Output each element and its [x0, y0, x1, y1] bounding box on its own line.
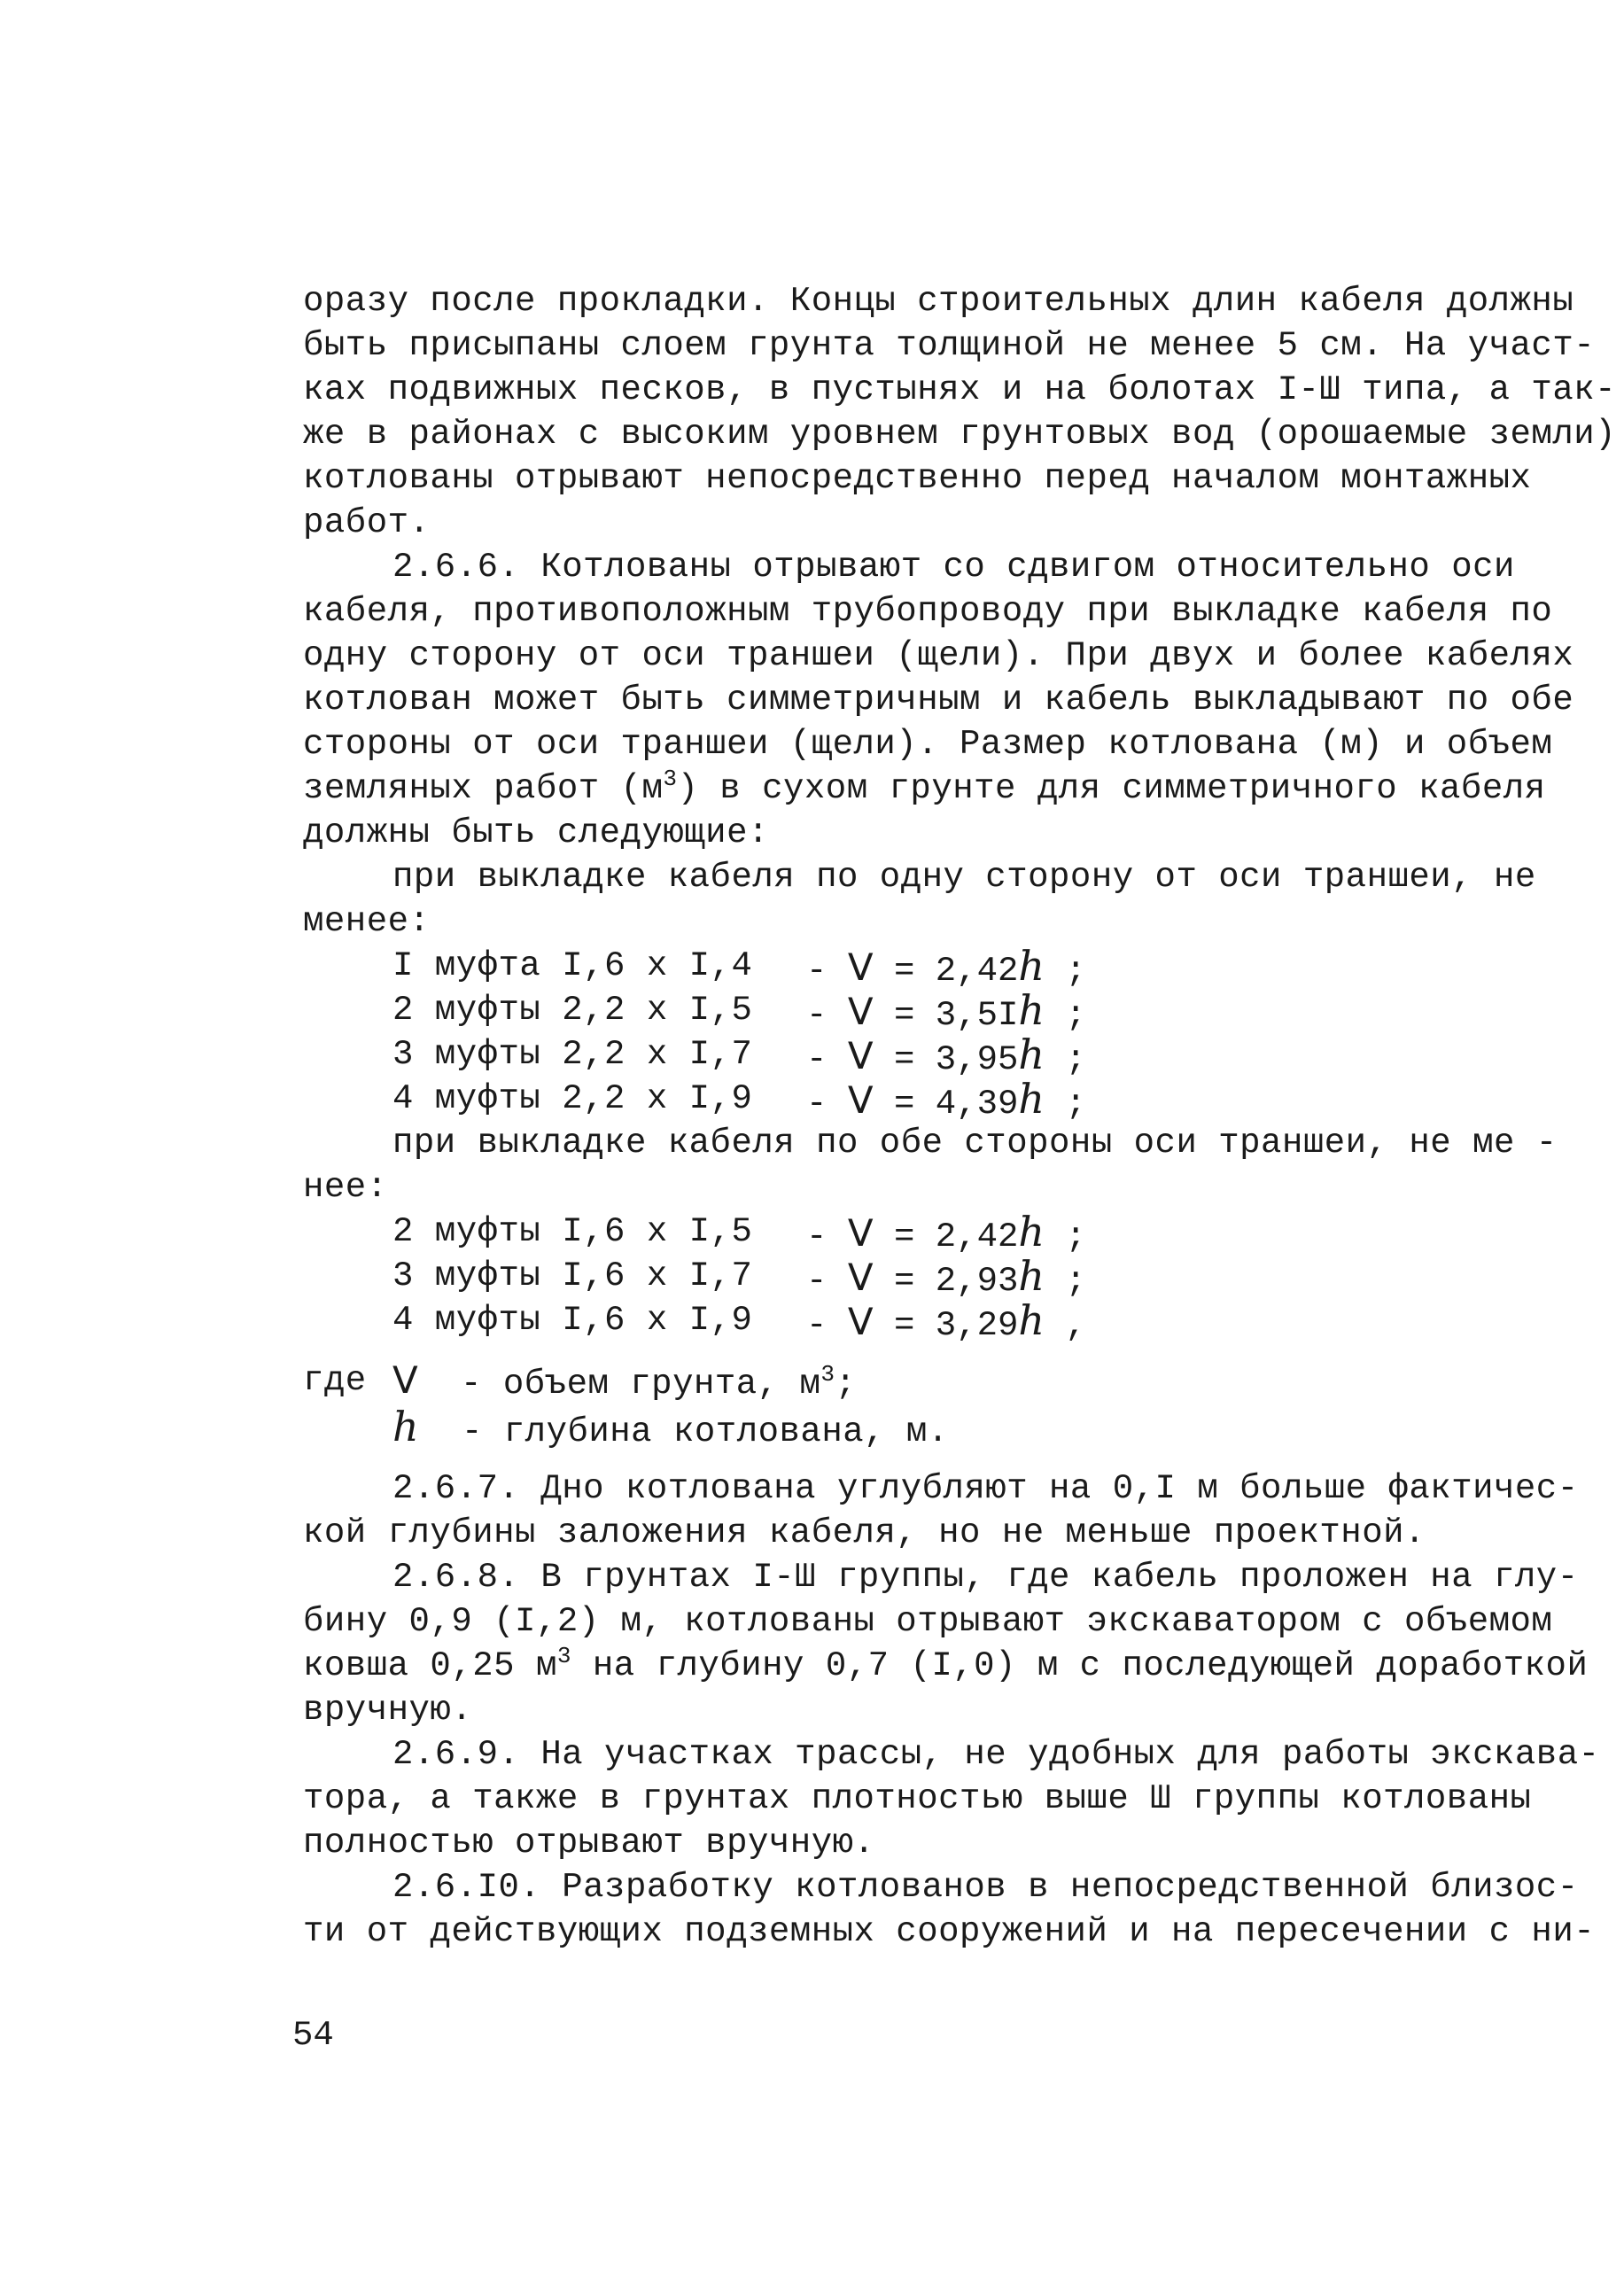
page-number: 54 [292, 2016, 334, 2055]
text-line: котлован может быть симметричным и кабель выкладывают по обе [303, 681, 1574, 719]
text-line: менее: [303, 902, 431, 941]
text-line: должны быть следующие: [303, 813, 769, 852]
text-line: при выкладке кабеля по одну сторону от оси траншеи, не [392, 858, 1536, 897]
text-line: работ. [303, 503, 431, 542]
text-line-with-superscript: земляных работ $(м^3)$ в сухом грунте для симметричного кабеля [303, 766, 1546, 808]
formula: - V = 2,42h ; [806, 942, 1086, 991]
formula: - V = 3,95h ; [806, 1031, 1086, 1079]
paragraph-2-6-8-start: 2.6.8. В грунтах I-Ш группы, где кабель проложен на глу- [392, 1558, 1579, 1597]
text-line-with-superscript: ковша 0,25 $м^3$ на глубину 0,7 (I,0) м с последующей доработкой [303, 1643, 1589, 1685]
text-line: оразу после прокладки. Концы строительных длин кабеля должны [303, 282, 1574, 321]
text-line: быть присыпаны слоем грунта толщиной не менее 5 см. На участ- [303, 326, 1596, 365]
list-item: 3 муфты 2,2 x I,7 [392, 1035, 753, 1074]
where-h-line: h - глубина котлована, м. [392, 1403, 949, 1451]
list-item: 3 муфты I,6 x I,7 [392, 1256, 753, 1295]
list-item: 4 муфты 2,2 x I,9 [392, 1079, 753, 1118]
text-line: кабеля, противоположным трубопроводу при выкладке кабеля по [303, 592, 1553, 631]
where-word: где [303, 1361, 367, 1400]
text-line: тора, а также в грунтах плотностью выше Ш группы котлованы [303, 1779, 1532, 1818]
text-line: ти от действующих подземных сооружений и на пересечении с ни- [303, 1912, 1596, 1951]
text-line: вручную. [303, 1691, 473, 1730]
text-line: котлованы отрывают непосредственно перед началом монтажных [303, 459, 1532, 498]
formula: - V = 3,5Ih ; [806, 986, 1086, 1035]
text-line: стороны от оси траншеи (щели). Размер котлована (м) и объем [303, 725, 1553, 764]
paragraph-2-6-10-start: 2.6.I0. Разработку котлованов в непосредственной близос- [392, 1868, 1579, 1907]
text-line: при выкладке кабеля по обе стороны оси траншеи, не ме - [392, 1124, 1558, 1163]
text-line: ках подвижных песков, в пустынях и на болотах I-Ш типа, а так- [303, 370, 1617, 409]
paragraph-2-6-9-start: 2.6.9. На участках трассы, не удобных для работы экскава- [392, 1735, 1600, 1774]
list-item: I муфта I,6 x I,4 [392, 946, 753, 985]
paragraph-2-6-6-start: 2.6.6. Котлованы отрывают со сдвигом относительно оси [392, 548, 1515, 587]
text-line: бину 0,9 (I,2) м, котлованы отрывают экскаватором с объемом [303, 1602, 1553, 1641]
formula: - V = 3,29h , [806, 1296, 1086, 1345]
list-item: 4 муфты I,6 x I,9 [392, 1301, 753, 1340]
where-v-line: V - объем грунта, $м^3$; [392, 1358, 857, 1404]
formula: - V = 4,39h ; [806, 1075, 1086, 1124]
formula: - V = 2,93h ; [806, 1252, 1086, 1301]
list-item: 2 муфты 2,2 x I,5 [392, 991, 753, 1030]
text-line: кой глубины заложения кабеля, но не меньше проектной. [303, 1513, 1426, 1552]
text-line: полностью отрывают вручную. [303, 1824, 875, 1863]
text-line: же в районах с высоким уровнем грунтовых вод (орошаемые земли) [303, 415, 1617, 454]
paragraph-2-6-7-start: 2.6.7. Дно котлована углубляют на 0,I м больше фактичес- [392, 1469, 1579, 1508]
text-line: одну сторону от оси траншеи (щели). При двух и более кабелях [303, 636, 1574, 675]
formula: - V = 2,42h ; [806, 1208, 1086, 1256]
text-line: нее: [303, 1168, 388, 1207]
list-item: 2 муфты I,6 x I,5 [392, 1212, 753, 1251]
